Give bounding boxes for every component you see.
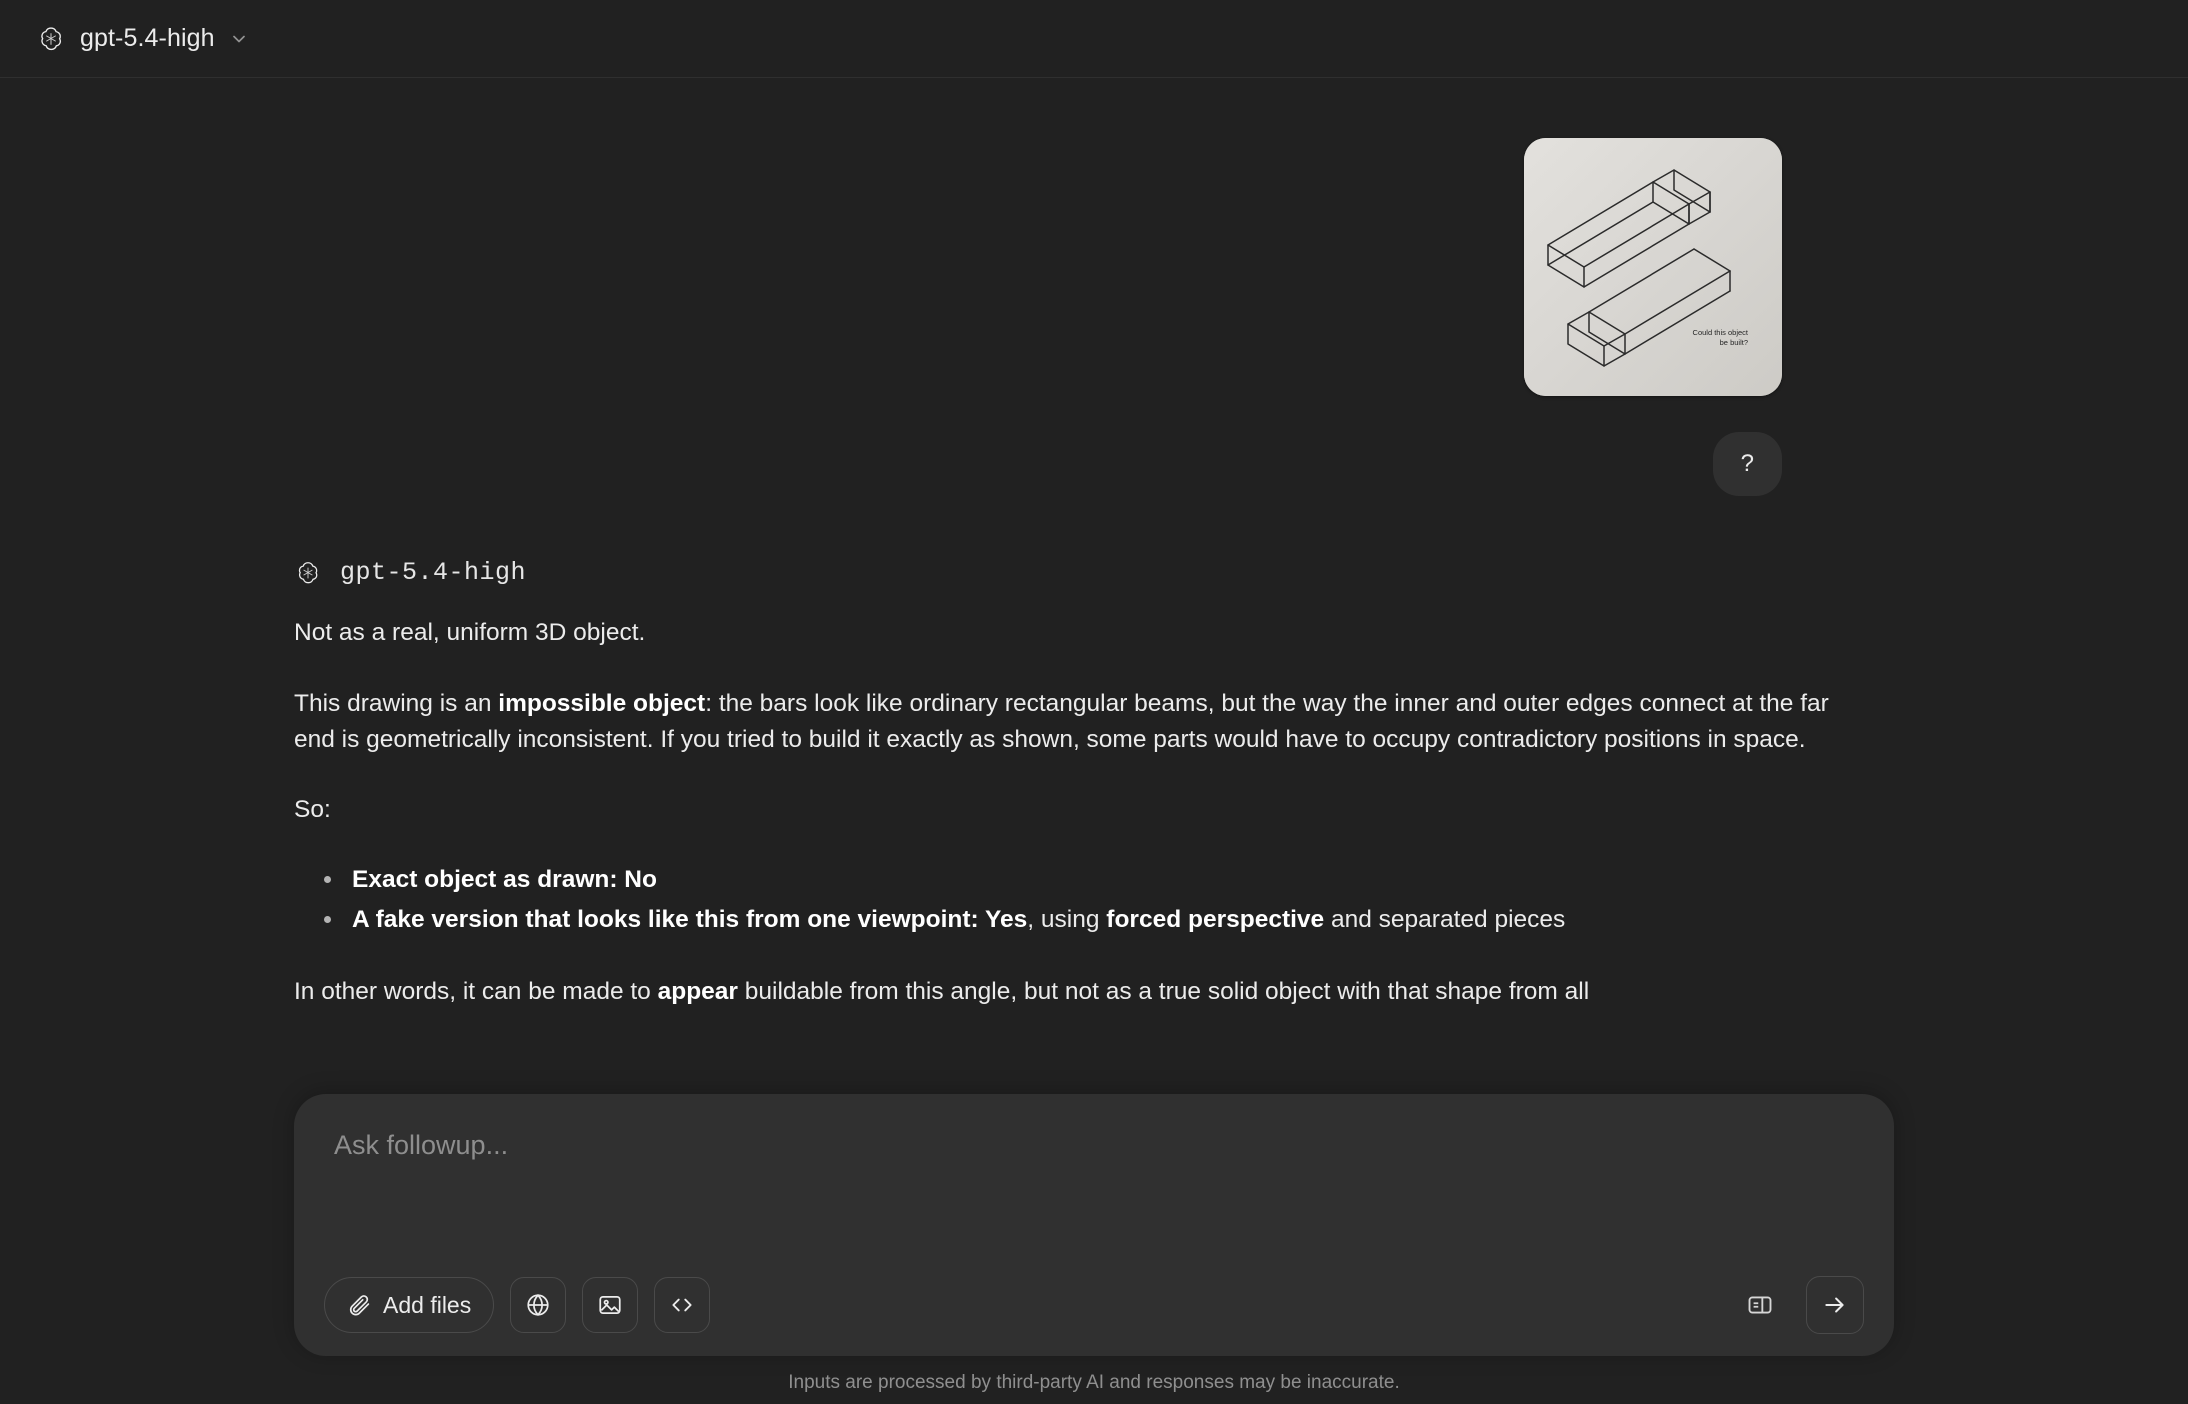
bullet-2-lead: A fake version that looks like this from one viewpoint: Yes <box>352 906 1028 934</box>
web-search-button[interactable] <box>510 1277 566 1333</box>
model-name-label: gpt-5.4-high <box>80 24 215 52</box>
user-message-text-row <box>294 432 1894 496</box>
top-bar <box>0 0 2188 78</box>
globe-icon <box>525 1292 551 1318</box>
assistant-header <box>294 558 1894 587</box>
user-uploaded-image[interactable] <box>1524 138 1782 396</box>
bullet-1-lead: Exact object as drawn: No <box>352 866 657 894</box>
code-brackets-icon <box>669 1292 695 1318</box>
add-files-label: Add files <box>383 1291 472 1318</box>
list-item <box>350 900 1894 940</box>
bullet-2-rest-a: , using <box>1027 906 1107 934</box>
truncated-text-a: In other words, it can be made to <box>294 977 658 1005</box>
user-message-image-row <box>294 138 1894 396</box>
composer-toolbar-right <box>1736 1276 1864 1334</box>
user-message-bubble: ? <box>1713 432 1782 496</box>
assistant-paragraph-1: Not as a real, uniform 3D object. <box>294 619 646 647</box>
arrow-right-icon <box>1822 1292 1848 1318</box>
panel-toggle-icon <box>1746 1291 1774 1319</box>
bullet-2-rest-b: and separated pieces <box>1324 906 1566 934</box>
assistant-truncated-paragraph <box>294 974 1874 1010</box>
truncated-emphasis: appear <box>657 977 738 1005</box>
composer-toolbar-left <box>324 1277 710 1333</box>
impossible-object-sketch-icon <box>1524 138 1782 396</box>
chevron-down-icon[interactable] <box>229 29 249 49</box>
assistant-message <box>294 558 1894 1010</box>
model-selector[interactable] <box>30 18 261 60</box>
composer <box>294 1094 1894 1356</box>
send-button[interactable] <box>1806 1276 1864 1334</box>
followup-input[interactable]: Ask followup... <box>334 1130 509 1160</box>
paragraph-2-text-a: This drawing is an <box>294 689 499 717</box>
openai-logo-icon <box>294 559 322 587</box>
composer-toolbar <box>320 1276 1868 1334</box>
paragraph-2-emphasis: impossible object <box>498 689 706 717</box>
assistant-bullet-list <box>294 860 1894 939</box>
assistant-body <box>294 615 1894 1010</box>
disclaimer-text: Inputs are processed by third-party AI and responses may be inaccurate. <box>788 1372 1400 1393</box>
sketch-caption-line2: be built? <box>1719 338 1748 347</box>
paperclip-icon <box>347 1293 371 1317</box>
composer-area <box>0 1094 2188 1404</box>
image-icon <box>597 1292 623 1318</box>
sketch-caption-line1: Could this object <box>1692 328 1748 337</box>
add-files-button[interactable] <box>324 1277 494 1333</box>
openai-logo-icon <box>36 24 66 54</box>
truncated-text-b: buildable from this angle, but not as a true solid object with that shape from all <box>737 977 1590 1005</box>
assistant-paragraph-3: So: <box>294 796 331 824</box>
code-button[interactable] <box>654 1277 710 1333</box>
bullet-2-emphasis: forced perspective <box>1106 906 1325 934</box>
assistant-paragraph-2 <box>294 686 1854 759</box>
paragraph-2-text-b: : the bars look like ordinary rectangular beams, but the way the inner and outer edges connect at the far end is geometrically inconsistent. If you tried to build it exactly as shown, some parts would have to occupy contradictory positions in space. <box>294 689 1829 753</box>
insert-image-button[interactable] <box>582 1277 638 1333</box>
toggle-panel-button[interactable] <box>1736 1281 1784 1329</box>
assistant-model-label: gpt-5.4-high <box>340 558 527 588</box>
list-item <box>350 860 1894 900</box>
